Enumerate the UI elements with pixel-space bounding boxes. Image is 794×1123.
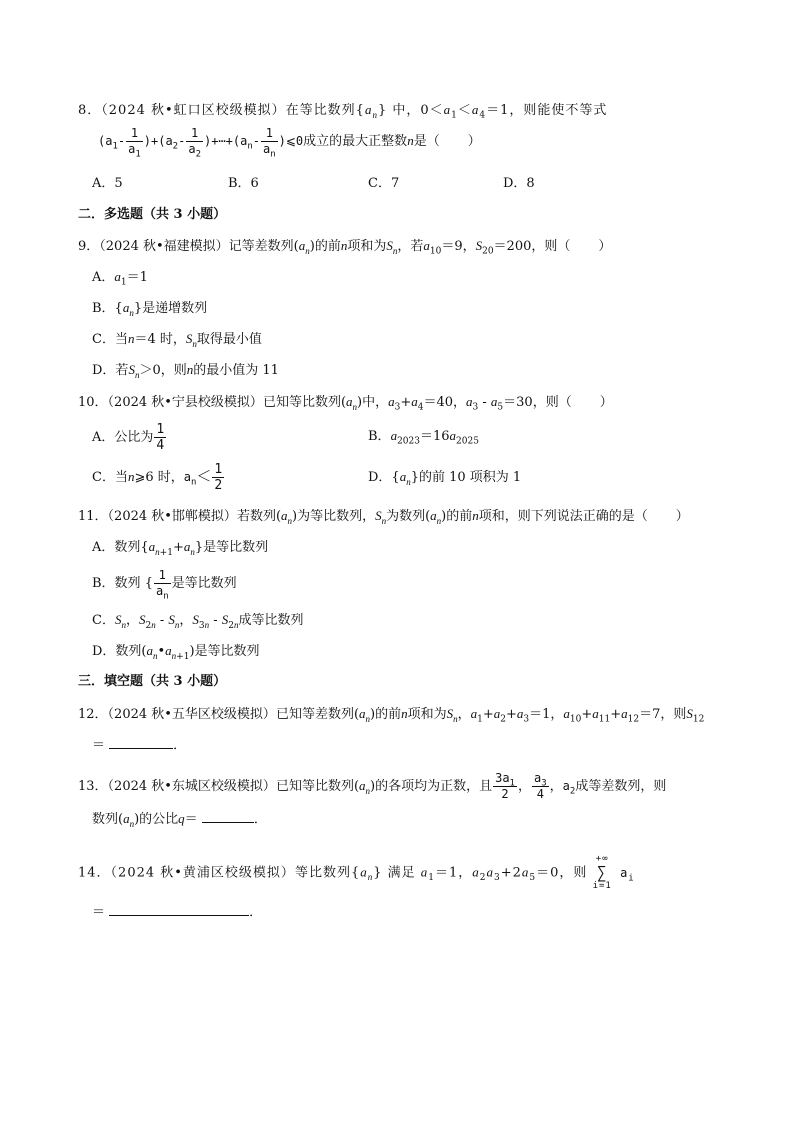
q11-option-a: A．数列$\{a_{n+1}+a_n\}$是等比数列 — [92, 539, 269, 558]
question-12-stem: 12．（2024 秋•五华区校级模拟）已知等差数列$(a_n)$的前n项和为$S_n$，$a_1+a_2+a_3=1$，$a_{10}+a_{11}+a_{12}=7$，则$S_{12}$ — [78, 706, 705, 725]
question-8-inequality: ($a_1-$ $\frac{1}{a_1}$ )$+(a_2-$ $\frac{1}{a_2}$ )$+\cdots+(a_n-$ $\frac{1}{a_n}$ )⩽0成立的最大正整数n是（ ） — [98, 126, 481, 160]
q11-option-c: C．$S_n$，$S_{2n} - S_n$，$S_{3n} - S_{2n}$成等比数列 — [92, 612, 304, 631]
question-10-stem: 10．（2024 秋•宁县校级模拟）已知等比数列$(a_n)$中，$a_3+a_4=40$，$a_3 - a_5=30$，则（ ） — [78, 394, 613, 413]
q9-option-d: D．若$S_n>0$，则n的最小值为 11 — [92, 362, 279, 380]
question-14-stem: 14．（2024 秋•黄浦区校级模拟）等比数列$\{a_n\}$ 满足 $a_1=1$，$a_2a_3+2a_5=0$，则 +∞ ∑ i=1 $a_i$ — [78, 854, 635, 891]
q10-option-c: C．当n⩾6 时，$a_n<$ $\frac{1}{2}$ — [92, 462, 223, 493]
q8-option-b: B．6 — [228, 176, 259, 191]
section-3-title: 三．填空题（共 3 小题） — [78, 674, 227, 689]
q9-option-a: A．$a_1=1$ — [92, 269, 148, 288]
section-2-title: 二．多选题（共 3 小题） — [78, 207, 227, 222]
q12-answer-line: ＝ ． — [92, 738, 187, 753]
q10-option-a: A．公比为 $\frac{1}{4}$ — [92, 422, 165, 453]
q8-option-c: C．7 — [368, 176, 400, 191]
question-9-stem: 9．（2024 秋•福建模拟）记等差数列$(a_n)$的前n项和为$S_n$，若$a_{10}=9$，$S_{20}=200$，则（ ） — [78, 238, 612, 257]
sum-symbol: +∞ ∑ i=1 — [592, 854, 612, 891]
question-13-stem: 13．（2024 秋•东城区校级模拟）已知等比数列$(a_n)$的各项均为正数，且 $\frac{3a_1}{2}$ ， $\frac{a_3}{4}$ ，$a_2$成等差数列，则 — [78, 771, 667, 801]
q8-option-d: D．8 — [503, 176, 535, 191]
q10-option-d: D．$\{a_n\}$的前 10 项积为 1 — [368, 469, 522, 487]
q8-option-a: A．5 — [92, 176, 123, 191]
question-8-stem: 8．（2024 秋•虹口区校级模拟）在等比数列$\{a_n\}$ 中，$0<a_1<a_4=1$，则能使不等式 — [78, 102, 608, 121]
q13-answer-line: 数列$(a_n)$的公比q＝ ． — [92, 811, 267, 829]
q9-option-b: B．$\{a_n\}$是递增数列 — [92, 300, 208, 318]
q11-option-d: D．数列$(a_n•a_{n+1})$是等比数列 — [92, 643, 260, 662]
q14-answer-line: ＝ ． — [92, 905, 263, 920]
q11-option-b: B．数列 { $\frac{1}{a_n}$ 是等比数列 — [92, 568, 237, 602]
question-11-stem: 11．（2024 秋•邯郸模拟）若数列$(a_n)$为等比数列，$S_n$为数列$(a_n)$的前n项和，则下列说法正确的是（ ） — [78, 508, 689, 526]
q10-option-b: B．$a_{2023}=16a_{2025}$ — [368, 428, 479, 447]
q9-option-c: C．当n＝4 时，$S_n$取得最小值 — [92, 331, 262, 349]
q14-answer-blank[interactable] — [109, 903, 249, 916]
q13-answer-blank[interactable] — [202, 810, 254, 823]
q12-answer-blank[interactable] — [109, 736, 173, 749]
